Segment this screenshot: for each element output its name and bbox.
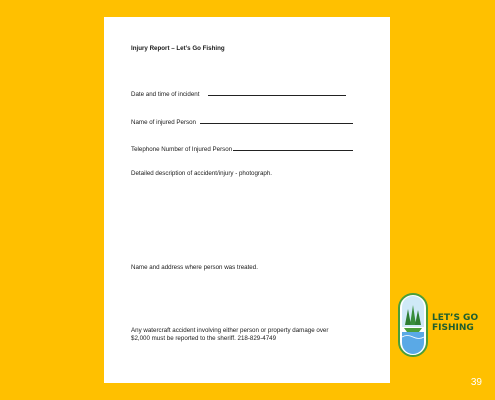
logo-text [432,313,478,333]
lets-go-fishing-logo [396,293,486,357]
field-injured-name [131,117,353,127]
description-label: Detailed description of accident/injury - photograph. [131,170,273,177]
field-label: Telephone Number of Injured Person [131,146,233,153]
report-page [104,17,390,383]
notice-line-2: $2,000 must be reported to the sheriff. 218-829-4749 [131,335,277,342]
slide-number: 39 [470,377,482,388]
field-telephone [131,144,353,154]
field-label: Date and time of incident [131,91,200,98]
treated-label: Name and address where person was treated. [131,264,258,271]
logo-text-line1: LET’S GO [432,313,479,323]
notice-line-1: Any watercraft accident involving either person or property damage over [131,327,329,334]
logo-text-line2: FISHING [432,323,474,333]
field-label: Name of injured Person [131,119,197,126]
field-date-time [131,89,346,99]
blank-line [233,144,353,151]
blank-line [208,89,346,96]
report-title: Injury Report – Let’s Go Fishing [131,45,225,52]
blank-line [200,117,353,124]
